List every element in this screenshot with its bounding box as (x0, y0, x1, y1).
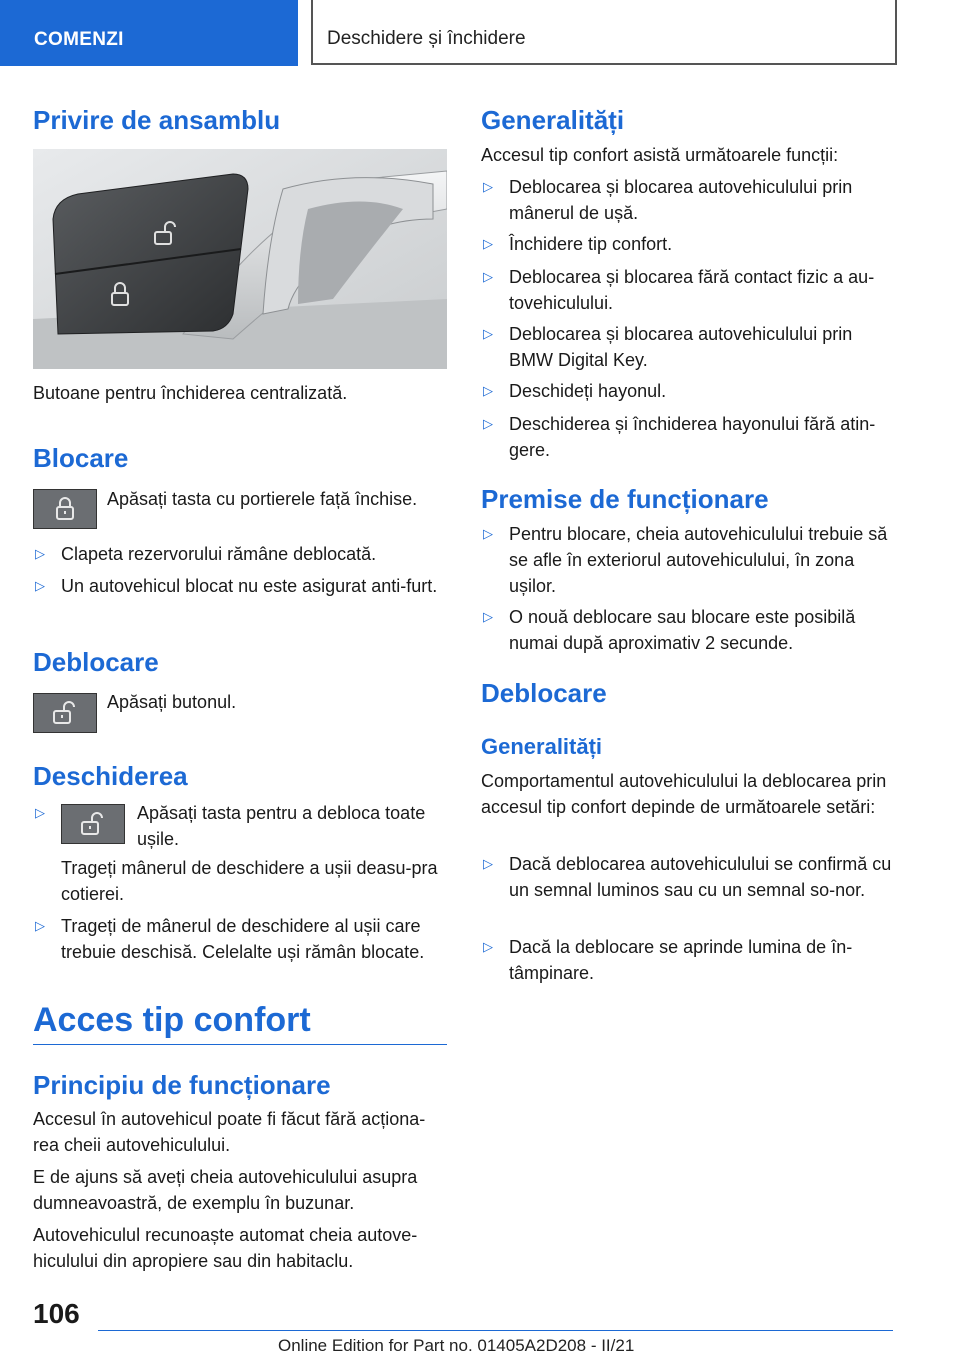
list-item: ▷ Dacă deblocarea autovehiculului se confirmă cu un semnal luminos sau cu un semnal so-nor. (481, 851, 893, 903)
bullet-triangle-icon: ▷ (483, 939, 493, 954)
bullet-triangle-icon: ▷ (483, 383, 493, 398)
unlock-heading: Deblocare (33, 647, 159, 677)
list-item: ▷ Pentru blocare, cheia autovehiculului trebuie să se afle în exteriorul autovehiculului, în zona ușilor. (481, 521, 893, 599)
deblocare-subheading: Generalități (481, 734, 603, 759)
open-instruction: Apăsați tasta pentru a debloca toate ușile. (137, 803, 426, 849)
door-handle-photo (33, 149, 447, 369)
section-tab (0, 0, 298, 66)
section-title: COMENZI (34, 29, 124, 50)
list-item: ▷ Închidere tip confort. (481, 231, 893, 257)
bullet-triangle-icon: ▷ (35, 805, 45, 820)
footer-divider (98, 1330, 893, 1331)
list-item: ▷ Clapeta rezervorului rămâne deblocată. (33, 541, 447, 567)
lock-icon (57, 498, 73, 519)
photo-caption: Butoane pentru închiderea centralizată. (33, 383, 348, 403)
chapter-header (311, 0, 897, 65)
general-intro: Accesul tip confort asistă următoarele funcții: (481, 145, 839, 165)
bullet-triangle-icon: ▷ (483, 179, 493, 194)
list-item: ▷ Deblocarea și blocarea autovehiculului prin BMW Digital Key. (481, 321, 893, 373)
open-instruction-detail: Trageți mânerul de deschidere a ușii deasu-pra cotierei. (61, 858, 438, 904)
bullet-triangle-icon: ▷ (483, 326, 493, 341)
principle-heading: Principiu de funcționare (33, 1070, 331, 1100)
unlock-button-image (33, 693, 97, 733)
bullet-triangle-icon: ▷ (483, 856, 493, 871)
list-item: ▷ Un autovehicul blocat nu este asigurat anti-furt. (33, 573, 447, 599)
principle-paragraph: E de ajuns să aveți cheia autovehiculului asupra dumneavoastră, de exemplu în buzunar. (33, 1167, 418, 1213)
section-divider (33, 1044, 447, 1045)
bullet-triangle-icon: ▷ (483, 269, 493, 284)
list-item: ▷ Deschiderea și închiderea hayonului fără atin-gere. (481, 411, 893, 463)
unlock-icon (82, 813, 102, 834)
lock-button-image (33, 489, 97, 529)
general-heading: Generalități (481, 105, 625, 135)
bullet-triangle-icon: ▷ (35, 546, 45, 561)
premise-heading: Premise de funcționare (481, 484, 769, 514)
lock-instruction: Apăsați tasta cu portierele față închise. (107, 489, 418, 509)
overview-heading: Privire de ansamblu (33, 105, 281, 135)
lock-heading: Blocare (33, 443, 129, 473)
comfort-access-heading: Acces tip confort (33, 1001, 311, 1039)
bullet-triangle-icon: ▷ (483, 416, 493, 431)
principle-paragraph: Accesul în autovehicul poate fi făcut fără acționa-rea cheii autovehiculului. (33, 1109, 426, 1155)
unlock-button-image (61, 804, 125, 844)
list-item: ▷ Deblocarea și blocarea fără contact fizic a au-tovehiculului. (481, 264, 893, 316)
list-item: ▷ Dacă la deblocare se aprinde lumina de în-tâmpinare. (481, 934, 893, 986)
chapter-title: Deschidere și închidere (327, 28, 526, 49)
list-item: ▷ O nouă deblocare sau blocare este posibilă numai după aproximativ 2 secunde. (481, 604, 893, 656)
unlock-icon (54, 702, 74, 723)
principle-paragraph: Autovehiculul recunoaște automat cheia autove-hiculului din apropiere sau din habitaclu. (33, 1225, 418, 1271)
list-item: ▷ Trageți de mânerul de deschidere al ușii care trebuie deschisă. Celelalte uși rămân blocate. (33, 913, 447, 965)
bullet-triangle-icon: ▷ (483, 236, 493, 251)
open-heading: Deschiderea (33, 761, 188, 791)
bullet-triangle-icon: ▷ (35, 918, 45, 933)
list-item: ▷ Deschideți hayonul. (481, 378, 893, 404)
unlock-instruction: Apăsați butonul. (107, 692, 237, 712)
list-item: ▷ Deblocarea și blocarea autovehiculului prin mânerul de ușă. (481, 174, 893, 226)
bullet-triangle-icon: ▷ (35, 578, 45, 593)
deblocare-intro: Comportamentul autovehiculului la deblocarea prin accesul tip confort depinde de următoarele setări: (481, 771, 887, 817)
bullet-triangle-icon: ▷ (483, 609, 493, 624)
bullet-triangle-icon: ▷ (483, 526, 493, 541)
deblocare-heading: Deblocare (481, 678, 607, 708)
page-number: 106 (33, 1298, 80, 1329)
edition-note: Online Edition for Part no. 01405A2D208 - II/21 (278, 1336, 635, 1355)
